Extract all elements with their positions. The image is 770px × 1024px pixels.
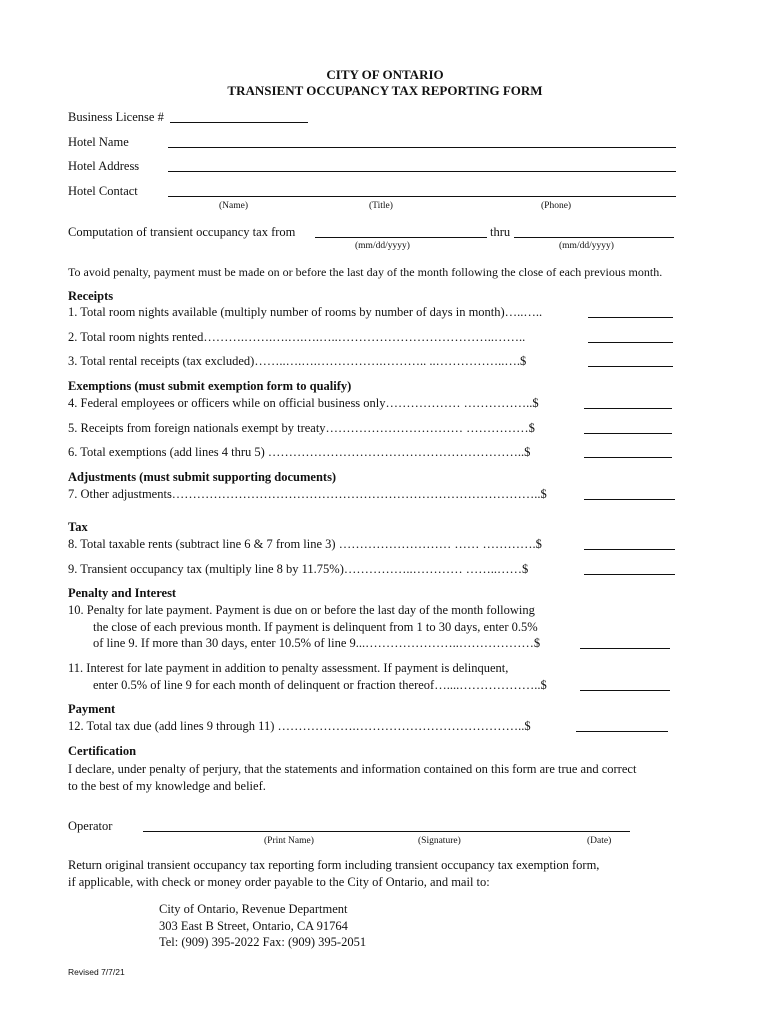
line-2-text: 2. Total room nights rented……….…….….….….…..………………………………..…….. xyxy=(68,330,526,344)
line-9-field[interactable] xyxy=(584,574,675,575)
certification-heading: Certification xyxy=(68,744,137,758)
signature-hint: (Signature) xyxy=(418,836,461,846)
tax-heading: Tax xyxy=(68,520,88,534)
line-6-text: 6. Total exemptions (add lines 4 thru 5) ……………………………………………………..$ xyxy=(68,445,531,459)
line-7-field[interactable] xyxy=(584,499,675,500)
return-text-1: Return original transient occupancy tax reporting form including transient occupancy tax exemption form, xyxy=(68,858,600,872)
line-1-field[interactable] xyxy=(588,317,673,318)
line-7-text: 7. Other adjustments……………………………………………………………………………..$ xyxy=(68,487,547,501)
adjustments-heading: Adjustments (must submit supporting documents) xyxy=(68,470,337,484)
certification-text-1: I declare, under penalty of perjury, that the statements and information contained on this form are true and correct xyxy=(68,762,637,776)
line-8-field[interactable] xyxy=(584,549,675,550)
hotel-address-field[interactable] xyxy=(168,171,676,172)
computation-label: Computation of transient occupancy tax from xyxy=(68,225,296,239)
line-11-text-b: enter 0.5% of line 9 for each month of delinquent or fraction thereof…....………………..$ xyxy=(93,678,547,692)
revised-date: Revised 7/7/21 xyxy=(68,967,125,977)
thru-date-field[interactable] xyxy=(514,237,674,238)
line-9-text: 9. Transient occupancy tax (multiply line 8 by 11.75%)……………..………… ……..……$ xyxy=(68,562,529,576)
hotel-contact-field[interactable] xyxy=(168,196,676,197)
form-title-city: CITY OF ONTARIO xyxy=(326,67,444,82)
contact-name-hint: (Name) xyxy=(219,201,249,211)
business-license-label: Business License # xyxy=(68,110,164,124)
date-hint: (Date) xyxy=(587,836,612,846)
line-8-text: 8. Total taxable rents (subtract line 6 & 7 from line 3) ……………………… …… ………….$ xyxy=(68,537,542,551)
line-11-field[interactable] xyxy=(580,690,670,691)
line-12-field[interactable] xyxy=(576,731,668,732)
hotel-name-field[interactable] xyxy=(168,147,676,148)
operator-label: Operator xyxy=(68,819,113,833)
line-3-field[interactable] xyxy=(588,366,673,367)
line-4-text: 4. Federal employees or officers while on official business only……………… ……………..$ xyxy=(68,396,539,410)
print-name-hint: (Print Name) xyxy=(264,836,314,846)
line-4-field[interactable] xyxy=(584,408,672,409)
line-1-text: 1. Total room nights available (multiply number of rooms by number of days in month)…..….. xyxy=(68,305,543,319)
line-10-field[interactable] xyxy=(580,648,670,649)
line-2-field[interactable] xyxy=(588,342,673,343)
address-line-2: 303 East B Street, Ontario, CA 91764 xyxy=(159,919,348,933)
hotel-address-label: Hotel Address xyxy=(68,159,140,173)
thru-label: thru xyxy=(490,225,511,239)
payment-heading: Payment xyxy=(68,702,116,716)
hotel-contact-label: Hotel Contact xyxy=(68,184,138,198)
line-10-text-a: 10. Penalty for late payment. Payment is due on or before the last day of the month following xyxy=(68,603,535,617)
certification-text-2: to the best of my knowledge and belief. xyxy=(68,779,266,793)
penalty-heading: Penalty and Interest xyxy=(68,586,177,600)
line-6-field[interactable] xyxy=(584,457,672,458)
hotel-name-label: Hotel Name xyxy=(68,135,129,149)
line-10-text-b: the close of each previous month. If payment is delinquent from 1 to 30 days, enter 0.5% xyxy=(93,620,538,634)
exemptions-heading: Exemptions (must submit exemption form to qualify) xyxy=(68,379,352,393)
return-text-2: if applicable, with check or money order payable to the City of Ontario, and mail to: xyxy=(68,875,490,889)
penalty-notice: To avoid penalty, payment must be made on or before the last day of the month following the close of each previous month. xyxy=(68,265,663,279)
business-license-field[interactable] xyxy=(170,122,308,123)
receipts-heading: Receipts xyxy=(68,289,114,303)
line-5-text: 5. Receipts from foreign nationals exempt by treaty…………………………… ……………$ xyxy=(68,421,535,435)
contact-phone-hint: (Phone) xyxy=(541,201,572,211)
from-date-hint: (mm/dd/yyyy) xyxy=(355,241,410,251)
operator-signature-field[interactable] xyxy=(143,831,630,832)
thru-date-hint: (mm/dd/yyyy) xyxy=(559,241,614,251)
line-3-text: 3. Total rental receipts (tax excluded)……..….….…………….……….. ..……………..….$ xyxy=(68,354,527,368)
from-date-field[interactable] xyxy=(315,237,487,238)
line-10-text-c: of line 9. If more than 30 days, enter 10.5% of line 9...…………………..………………$ xyxy=(93,636,541,650)
contact-title-hint: (Title) xyxy=(369,201,393,211)
line-11-text-a: 11. Interest for late payment in addition to penalty assessment. If payment is delinquent, xyxy=(68,661,509,675)
form-title: TRANSIENT OCCUPANCY TAX REPORTING FORM xyxy=(227,83,543,98)
address-line-1: City of Ontario, Revenue Department xyxy=(159,902,348,916)
line-12-text: 12. Total tax due (add lines 9 through 11) ……………….…………………………………..$ xyxy=(68,719,531,733)
address-line-3: Tel: (909) 395-2022 Fax: (909) 395-2051 xyxy=(159,935,367,949)
line-5-field[interactable] xyxy=(584,433,672,434)
